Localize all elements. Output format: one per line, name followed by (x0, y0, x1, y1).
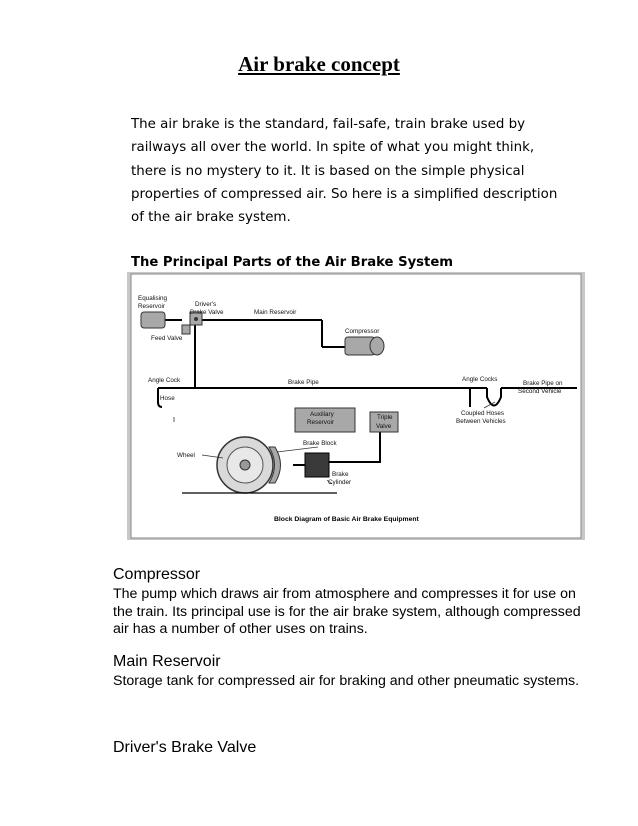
label-equalising-reservoir: Reservoir (138, 303, 165, 310)
label-hose: Hose (160, 395, 175, 402)
label-feed-valve: Feed Valve (151, 335, 183, 342)
air-brake-diagram (127, 272, 585, 540)
term-main-reservoir: Main Reservoir (113, 653, 221, 670)
section-heading: The Principal Parts of the Air Brake System (131, 255, 454, 270)
label-drivers-brake-valve: Brake Valve (190, 309, 224, 316)
drivers-brake-valve-knob (194, 317, 198, 321)
label-angle-cocks: Angle Cocks (462, 376, 498, 383)
equalising-reservoir (141, 312, 165, 328)
label-brake-block: Brake Block (303, 440, 337, 447)
label-brake-pipe: Brake Pipe (288, 379, 319, 386)
label-triple-valve: Valve (376, 423, 392, 430)
label-drivers: Driver's (195, 301, 217, 308)
compressor-motor (370, 337, 384, 355)
label-brake: Brake (332, 471, 349, 478)
diagram-caption: Block Diagram of Basic Air Brake Equipment (274, 516, 419, 523)
label-wheel: Wheel (177, 452, 195, 459)
label-second-vehicle: Second Vehicle (518, 388, 562, 395)
label-angle-cock: Angle Cock (148, 377, 181, 384)
brake-cylinder (305, 453, 329, 477)
label-auxiliary: Auxiliary (310, 411, 334, 418)
label-brake-cylinder: Cylinder (328, 479, 352, 486)
term-drivers-brake-valve: Driver's Brake Valve (113, 739, 257, 756)
term-compressor: Compressor (113, 566, 201, 583)
feed-valve (182, 325, 190, 334)
label-auxiliary-reservoir: Reservoir (307, 419, 334, 426)
definition-main-reservoir: Storage tank for compressed air for braking and other pneumatic systems. (113, 673, 580, 689)
label-equalising: Equalising (138, 295, 168, 302)
intro-paragraph: The air brake is the standard, fail-safe, train brake used by railways all over the world. In spite of what you might think, there is no mystery to it. It is based on the simple physical properties of compressed air. So here is a simplified description of the air brake system. (131, 117, 558, 226)
label-coupled-hoses: Coupled Hoses (461, 410, 505, 417)
wheel-axle (240, 460, 250, 470)
page-title: Air brake concept (238, 52, 400, 76)
label-compressor: Compressor (345, 328, 380, 335)
label-triple: Triple (377, 414, 393, 421)
label-between-vehicles: Between Vehicles (456, 418, 506, 425)
definition-compressor: The pump which draws air from atmosphere and compresses it for use on the train. Its principal use is for the air brake system, although compressed air has a number of other uses on trains. (113, 586, 581, 637)
label-main-reservoir: Main Reservoir (254, 309, 297, 316)
label-brake-pipe-on: Brake Pipe on (523, 380, 563, 387)
